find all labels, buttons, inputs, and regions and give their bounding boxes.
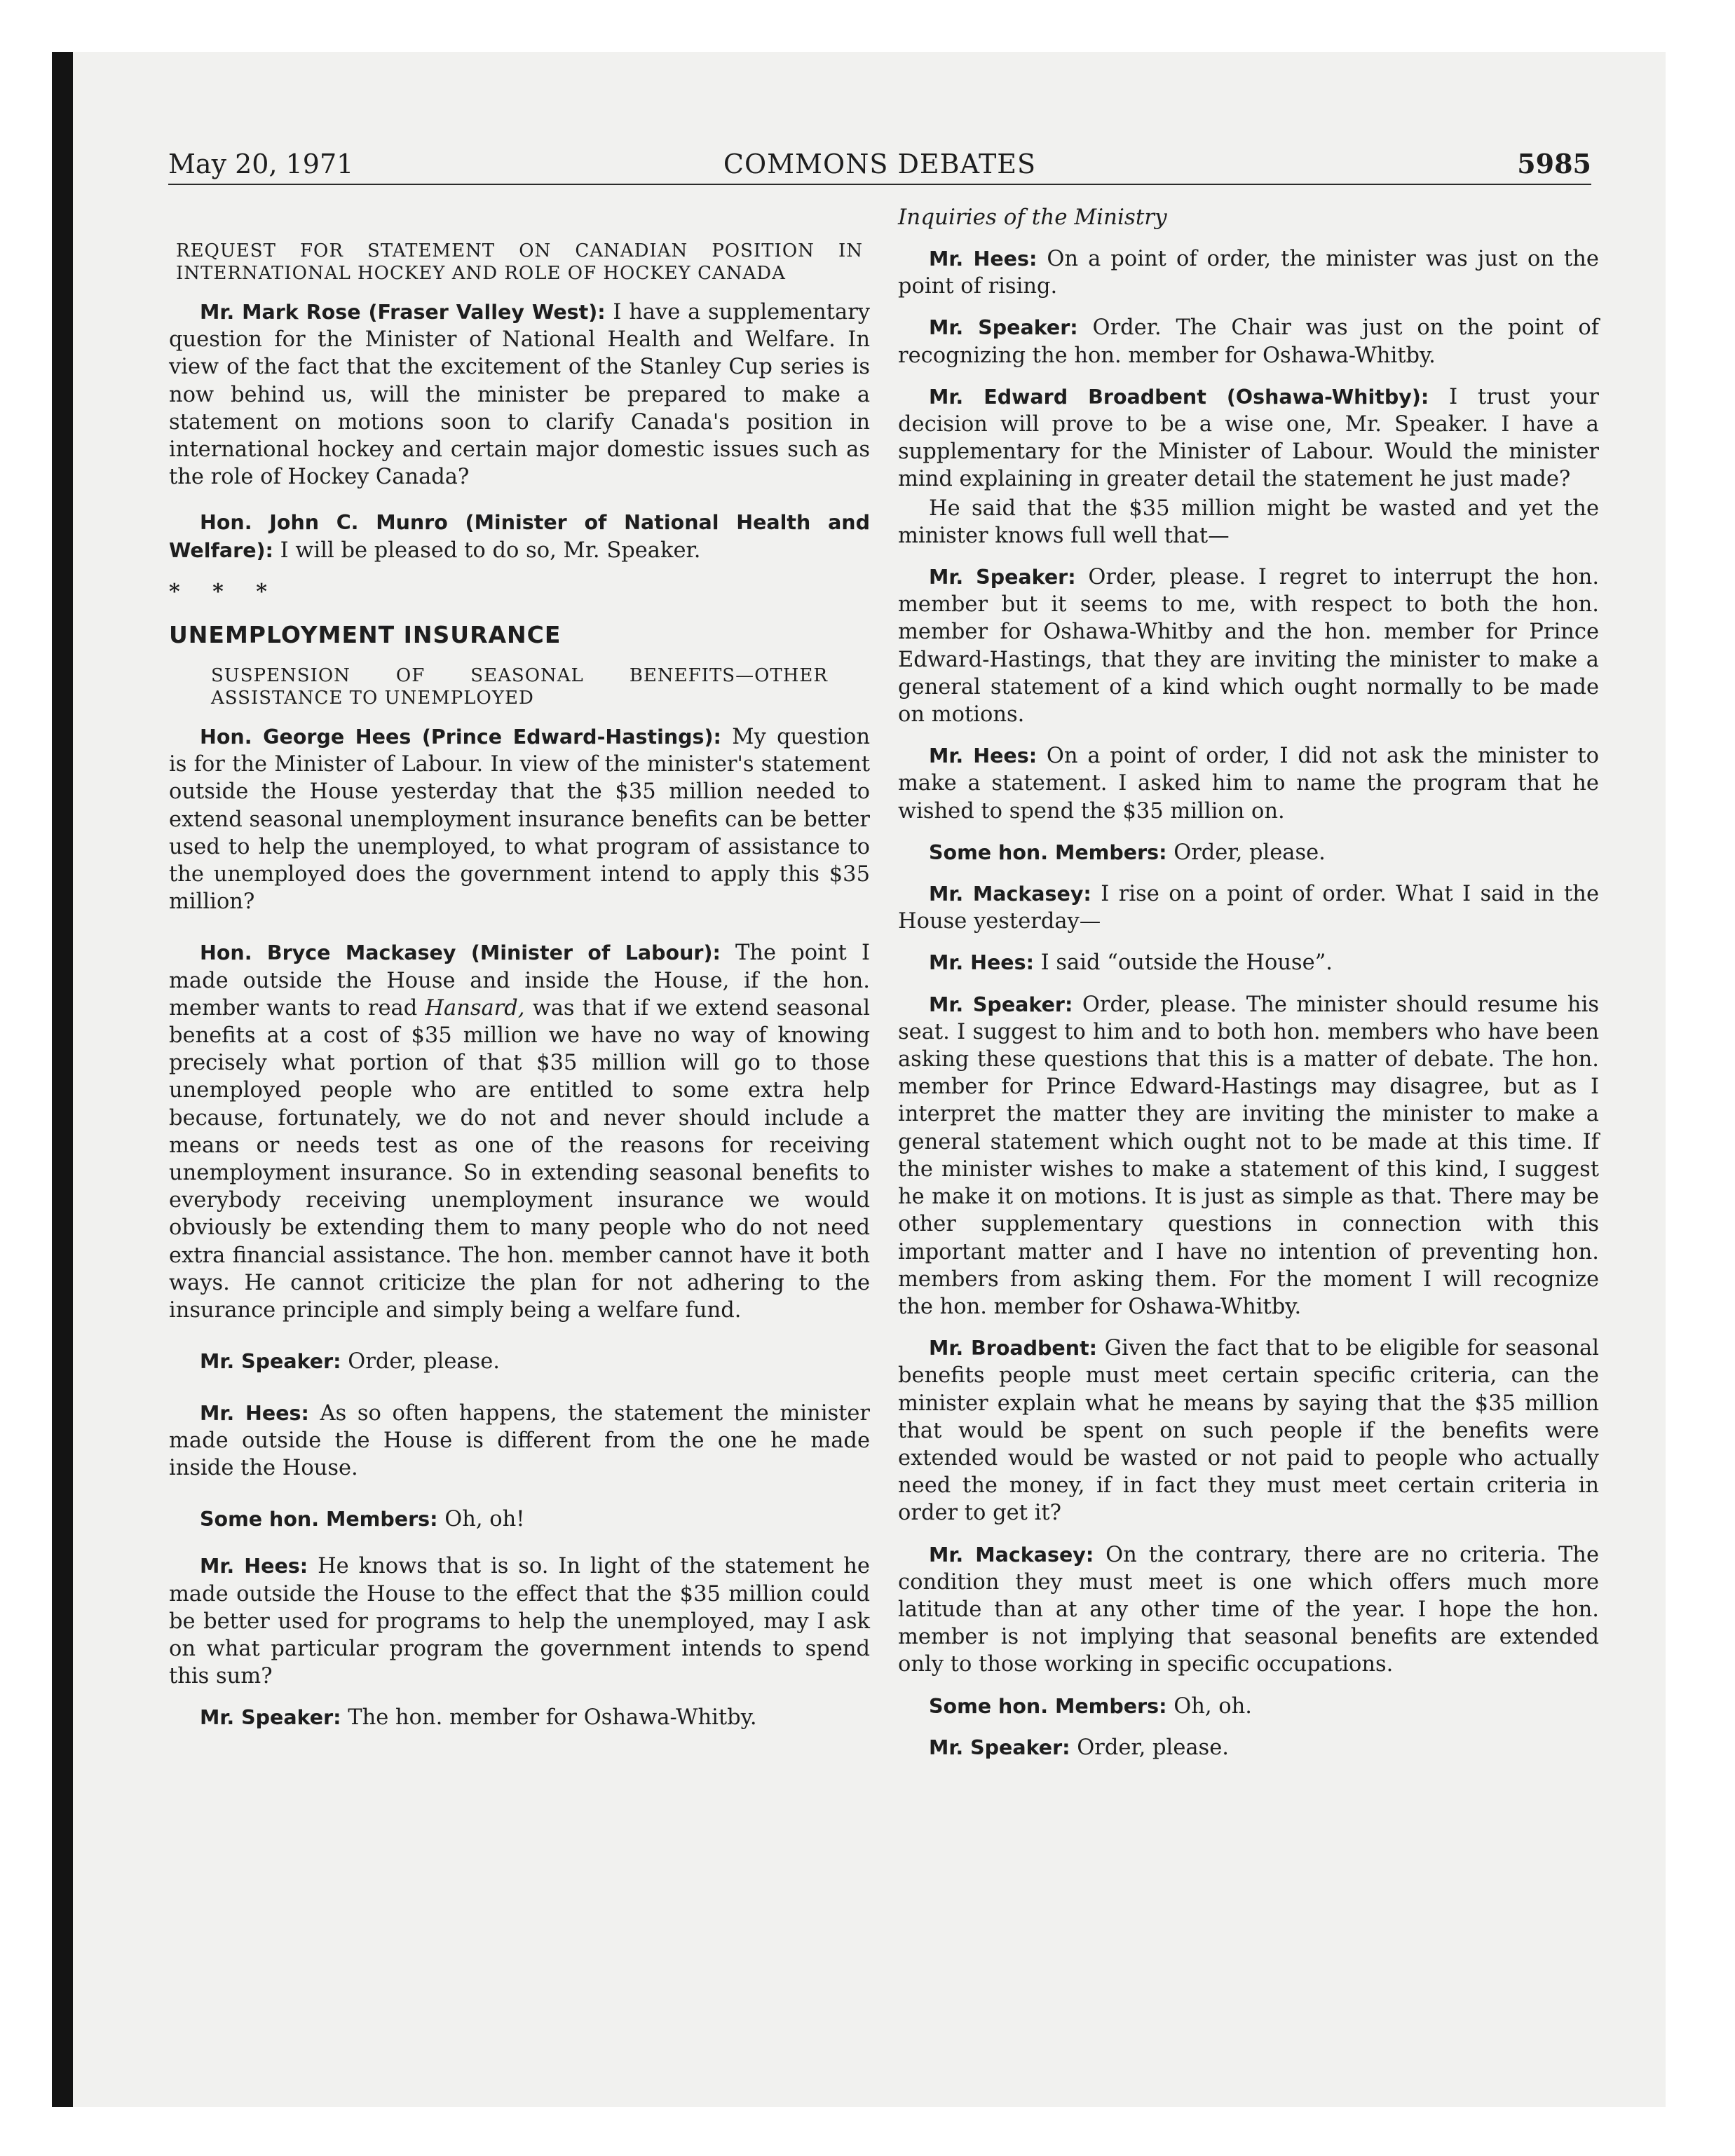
paragraph <box>898 991 1599 1321</box>
speaker-name: Mr. Speaker: <box>929 566 1076 589</box>
speaker-name: Hon. Bryce Mackasey (Minister of Labour): <box>200 941 721 965</box>
speech-text: Order. The Chair was just on the point of recognizing the hon. member for Oshawa-Whitby. <box>898 315 1599 368</box>
paragraph <box>169 1704 870 1731</box>
paragraph <box>169 723 870 915</box>
speaker-name: Mr. Hees: <box>200 1555 308 1578</box>
right-column <box>898 203 1599 1775</box>
paragraph <box>898 245 1599 300</box>
subsection-heading: SUSPENSION OF SEASONAL BENEFITS—OTHER ASSISTANCE TO UNEMPLOYED <box>211 665 828 709</box>
paragraph <box>898 742 1599 825</box>
speaker-name: Mr. Mackasey: <box>929 882 1091 906</box>
speaker-name: Mr. Speaker: <box>929 316 1078 340</box>
paragraph <box>169 299 870 491</box>
section-separator: * * * <box>169 579 280 604</box>
speech-text: On a point of order, I did not ask the minister to make a statement. I asked him to name the program that he wished to spend the $35 million on. <box>898 744 1599 824</box>
speech-text: was that if we extend seasonal benefits at a cost of $35 million we have no way of knowing precisely what portion of that $35 million will go to those unemployed people who are entitled to some extra help because, fortunately, we do not and never should include a means or needs test as one of the reasons for receiving unemployment insurance. So in extending seasonal benefits to everybody receiving unemployment insurance we would obviously be extending them to many people who do not need extra financial assistance. The hon. member cannot have it both ways. He cannot criticize the plan for not adhering to the insurance principle and simply being a welfare fund. <box>169 995 870 1323</box>
paragraph <box>898 1541 1599 1679</box>
speaker-name: Mr. Hees: <box>929 744 1037 768</box>
speaker-name: Mr. Speaker: <box>200 1350 341 1374</box>
paragraph <box>898 1335 1599 1527</box>
speaker-name: Hon. John C. Munro (Minister of National Health and Welfare): <box>169 511 870 562</box>
header-title: COMMONS DEBATES <box>723 149 1037 179</box>
binding-edge <box>52 52 73 2107</box>
page-header <box>168 146 1591 185</box>
speech-text: Oh, oh! <box>437 1507 525 1532</box>
speaker-name: Hon. George Hees (Prince Edward-Hastings): <box>200 725 721 749</box>
speech-text: The hon. member for Oshawa-Whitby. <box>341 1705 757 1731</box>
speaker-name: Mr. Mackasey: <box>929 1543 1094 1567</box>
speech-text: On the contrary, there are no criteria. The condition they must meet is one which offers much more latitude than at any other time of the year. I hope the hon. member is not implying that seasonal benefits are extended only to those working in specific occupations. <box>898 1542 1599 1677</box>
speech-text: He knows that is so. In light of the statement he made outside the House to the effect that the $35 million could be better used for programs to help the unemployed, may I ask on what particular program the government intends to spend this sum? <box>169 1554 870 1689</box>
header-rule <box>168 184 1591 185</box>
speech-text: I rise on a point of order. What I said in the House yesterday— <box>898 882 1599 934</box>
paragraph <box>898 564 1599 728</box>
speech-text: Order, please. I regret to interrupt the hon. member but it seems to me, with respect to both the hon. member for Oshawa-Whitby and the hon. member for Prince Edward-Hastings, that they are inviting the minister to make a general statement of a kind which ought normally to be made on motions. <box>898 565 1600 728</box>
header-page-number: 5985 <box>1517 148 1591 179</box>
speech-text: My question is for the Minister of Labour. In view of the minister's statement outside the House yesterday that the $35 million needed to extend seasonal unemployment insurance benefits can be better used to help the unemployed, to what program of assistance to the unemployed does the government intend to apply this $35 million? <box>169 725 870 915</box>
speaker-name: Mr. Hees: <box>929 247 1037 271</box>
running-head: Inquiries of the Ministry <box>898 205 1167 230</box>
speaker-name: Mr. Hees: <box>929 951 1034 975</box>
speech-text: Order, please. <box>1166 840 1326 865</box>
paragraph <box>169 509 870 564</box>
section-heading-unemployment: UNEMPLOYMENT INSURANCE <box>169 621 562 649</box>
speaker-name: Mr. Hees: <box>200 1401 309 1425</box>
paragraph <box>898 314 1599 369</box>
paragraph <box>169 1348 870 1375</box>
header-date: May 20, 1971 <box>168 149 354 179</box>
paragraph <box>898 1734 1599 1761</box>
speech-text: I will be pleased to do so, Mr. Speaker. <box>273 538 701 563</box>
speaker-name: Some hon. Members: <box>200 1508 438 1531</box>
paragraph <box>169 1400 870 1482</box>
speaker-name: Some hon. Members: <box>929 1694 1167 1718</box>
paragraph: He said that the $35 million might be wasted and yet the minister knows full well that— <box>898 496 1599 548</box>
speech-text: The point I made outside the House and inside the House, if the hon. member wants to read <box>169 941 870 1021</box>
speech-text: As so often happens, the statement the minister made outside the House is different from the one he made inside the House. <box>169 1400 870 1480</box>
speaker-name: Mr. Speaker: <box>200 1706 341 1730</box>
paragraph <box>898 383 1599 493</box>
paragraph <box>898 949 1599 976</box>
speaker-name: Mr. Speaker: <box>929 992 1073 1016</box>
speaker-name: Some hon. Members: <box>929 840 1167 864</box>
paragraph <box>169 1506 870 1533</box>
section-heading-hockey: REQUEST FOR STATEMENT ON CANADIAN POSITION IN INTERNATIONAL HOCKEY AND ROLE OF HOCKEY CANADA <box>176 240 863 284</box>
paragraph <box>898 880 1599 935</box>
left-column <box>169 203 870 1746</box>
speech-text: Order, please. The minister should resume his seat. I suggest to him and to both hon. members who have been asking these questions that this is a matter of debate. The hon. member for Prince Edward-Hastings may disagree, but as I interpret the matter they are inviting the minister to make a general statement which ought not to be made at this time. If the minister wishes to make a statement of this kind, I suggest he make it on motions. It is just as simple as that. There may be other supplementary questions in connection with this important matter and I have no intention of preventing hon. members from asking them. For the moment I will recognize the hon. member for Oshawa-Whitby. <box>898 992 1599 1319</box>
speaker-name: Mr. Mark Rose (Fraser Valley West): <box>200 301 606 324</box>
paragraph <box>898 839 1599 866</box>
speaker-name: Mr. Edward Broadbent (Oshawa-Whitby): <box>929 385 1429 409</box>
speaker-name: Mr. Broadbent: <box>929 1337 1098 1360</box>
speech-text: Order, please. <box>1070 1735 1229 1760</box>
speech-text: I have a supplementary question for the Minister of National Health and Welfare. In view of the fact that the excitement of the Stanley Cup series is now behind us, will the minister be prepared to make a statement on motions soon to clarify Canada's position in international hockey and certain major domestic issues such as the role of Hockey Canada? <box>169 300 871 490</box>
speaker-name: Mr. Speaker: <box>929 1735 1070 1759</box>
hansard-italic: Hansard, <box>425 995 525 1021</box>
paragraph <box>898 1693 1599 1720</box>
speech-text: Order, please. <box>341 1349 500 1374</box>
speech-text: Given the fact that to be eligible for seasonal benefits people must meet certain specific criteria, can the minister explain what he means by saying that the $35 million that would be spent on such people if the benefits were extended would be wasted or not paid to people who actually need the money, if in fact they must meet certain criteria in order to get it? <box>898 1336 1599 1526</box>
paragraph <box>169 1553 870 1690</box>
speech-text: Oh, oh. <box>1166 1693 1252 1719</box>
paragraph <box>169 939 870 1324</box>
speech-text: On a point of order, the minister was just on the point of rising. <box>898 247 1599 299</box>
speech-text: I trust your decision will prove to be a wise one, Mr. Speaker. I have a supplementary for the Minister of Labour. Would the minister mind explaining in greater detail the statement he just made? <box>898 384 1599 492</box>
speech-text: I said “outside the House”. <box>1033 950 1333 976</box>
